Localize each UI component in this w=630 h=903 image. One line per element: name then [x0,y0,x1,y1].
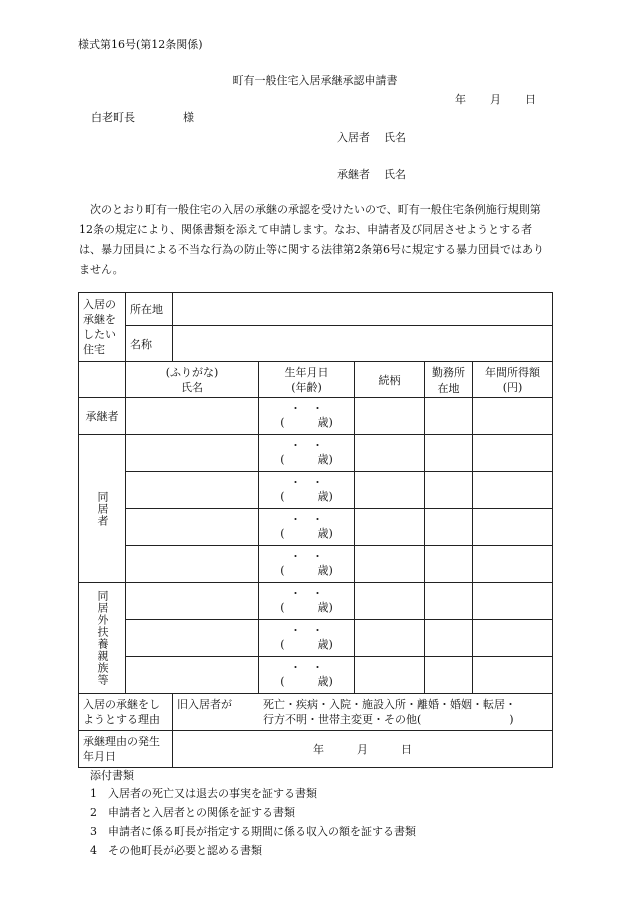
house-name-label: 名称 [126,326,173,362]
attachment-item: 1 入居者の死亡又は退去の事実を証する書類 [90,787,317,800]
workplace-cell[interactable] [425,398,473,435]
dependent-label: 同居外扶養親族等 [96,590,109,686]
addressee-honorific: 様 [183,111,194,124]
income-cell[interactable] [473,472,553,509]
date-month: 月 [490,93,501,106]
workplace-cell[interactable] [425,657,473,694]
workplace-cell[interactable] [425,583,473,620]
birth-dots: ・ ・ [290,661,323,674]
header-name [126,362,259,398]
header-workplace: 勤務所在地 [425,362,473,398]
birth-dots: ・ ・ [290,402,323,415]
birth-cell[interactable] [259,509,355,546]
header-age-text: (年齢) [291,380,322,394]
relation-cell[interactable] [355,657,425,694]
age-text: ( 歳) [280,416,333,429]
header-birth [259,362,355,398]
relation-cell[interactable] [355,620,425,657]
resident-name-label: 氏名 [384,131,406,144]
application-table [78,292,553,768]
age-text: ( 歳) [280,527,333,540]
birth-cell[interactable] [259,583,355,620]
relation-cell[interactable] [355,509,425,546]
person-name-cell[interactable] [126,398,259,435]
birth-cell[interactable] [259,620,355,657]
birth-cell[interactable] [259,657,355,694]
person-name-cell[interactable] [126,583,259,620]
age-text: ( 歳) [280,638,333,651]
body-text: 次のとおり町有一般住宅の入居の承継の承認を受けたいので、町有一般住宅条例施行規則第12条の規定により、関係書類を添えて申請します。なお、申請者及び同居させようとする者は、暴力団員による不当な行為の防止等に関する法律第2条第6号に規定する暴力団員ではありません。 [79,203,544,276]
house-label: 入居の承継をしたい住宅 [79,293,126,362]
income-cell[interactable] [473,398,553,435]
reason-label: 入居の承継をしようとする理由 [79,694,173,731]
income-cell[interactable] [473,435,553,472]
birth-dots: ・ ・ [290,587,323,600]
birth-cell[interactable] [259,472,355,509]
dependent-group [79,583,126,694]
attachments-heading: 添付書類 [90,769,134,782]
date-day: 日 [525,93,536,106]
relation-cell[interactable] [355,398,425,435]
age-text: ( 歳) [280,601,333,614]
attachment-item: 3 申請者に係る町長が指定する期間に係る収入の額を証する書類 [90,825,416,838]
workplace-cell[interactable] [425,435,473,472]
header-blank [79,362,126,398]
workplace-cell[interactable] [425,620,473,657]
relation-cell[interactable] [355,546,425,583]
resident-label: 入居者 [337,131,370,144]
header-name-text: 氏名 [181,380,203,394]
workplace-cell[interactable] [425,472,473,509]
reason-prefix: 旧入居者が [177,698,232,711]
date-year: 年 [455,93,466,106]
occurrence-date[interactable]: 年 月 日 [173,731,553,768]
attachment-item: 2 申請者と入居者との関係を証する書類 [90,806,295,819]
reason-cell[interactable] [173,694,553,731]
income-cell[interactable] [473,657,553,694]
workplace-cell[interactable] [425,509,473,546]
form-number: 様式第16号(第12条関係) [78,38,203,51]
income-cell[interactable] [473,546,553,583]
workplace-cell[interactable] [425,546,473,583]
age-text: ( 歳) [280,564,333,577]
person-name-cell[interactable] [126,546,259,583]
relation-cell[interactable] [355,583,425,620]
relation-cell[interactable] [355,472,425,509]
location-label: 所在地 [126,293,173,326]
person-name-cell[interactable] [126,472,259,509]
occurrence-label: 承継理由の発生年月日 [79,731,173,768]
income-cell[interactable] [473,509,553,546]
person-name-cell[interactable] [126,657,259,694]
cohabitant-group [79,435,126,583]
person-name-cell[interactable] [126,620,259,657]
person-name-cell[interactable] [126,509,259,546]
page-title: 町有一般住宅入居承継承認申請書 [232,74,398,87]
birth-dots: ・ ・ [290,624,323,637]
header-furigana: (ふりがな) [165,365,219,379]
birth-dots: ・ ・ [290,439,323,452]
cohabitant-label: 同居者 [96,490,109,527]
header-birth-text: 生年月日 [284,365,329,379]
header-income [473,362,553,398]
addressee-name: 白老町長 [91,111,135,124]
age-text: ( 歳) [280,490,333,503]
person-name-cell[interactable] [126,435,259,472]
attachment-item: 4 その他町長が必要と認める書類 [90,844,262,857]
reason-options-1: 死亡・疾病・入院・施設入所・離婚・婚姻・転居・ [263,698,516,711]
header-income-unit: (円) [502,380,523,394]
reason-options-2: 行方不明・世帯主変更・その他( ) [263,713,514,726]
successor-label: 承継者 [337,168,370,181]
birth-dots: ・ ・ [290,550,323,563]
house-name-value[interactable] [173,326,553,362]
age-text: ( 歳) [280,675,333,688]
birth-dots: ・ ・ [290,513,323,526]
age-text: ( 歳) [280,453,333,466]
location-value[interactable] [173,293,553,326]
successor-row-label: 承継者 [79,398,126,435]
header-income-text: 年間所得額 [485,365,540,379]
birth-dots: ・ ・ [290,476,323,489]
birth-cell[interactable] [259,435,355,472]
header-relation: 続柄 [355,362,425,398]
birth-cell[interactable] [259,546,355,583]
income-cell[interactable] [473,620,553,657]
successor-name-label: 氏名 [384,168,406,181]
relation-cell[interactable] [355,435,425,472]
income-cell[interactable] [473,583,553,620]
birth-cell[interactable] [259,398,355,435]
